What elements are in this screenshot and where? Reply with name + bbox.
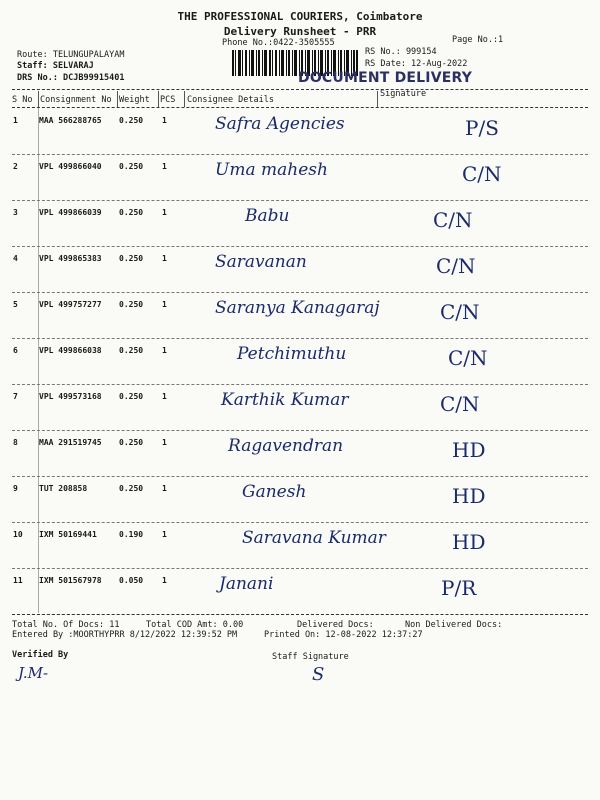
col-divider [184,91,185,107]
staff-signature-label: Staff Signature [272,652,349,662]
col-divider [158,91,159,107]
row-consignment-no: VPL 499866038 [39,346,102,355]
row-weight: 0.250 [119,254,144,263]
col-divider [377,91,378,107]
row-weight: 0.190 [119,530,144,539]
row-weight: 0.250 [119,300,144,309]
non-delivered-docs: Non Delivered Docs: [405,620,503,630]
row-signature: C/N [440,392,480,416]
row-signature: HD [452,530,486,554]
col-signature-header: Signature [380,89,427,99]
row-pcs: 1 [162,254,167,263]
row-pcs: 1 [162,162,167,171]
col-consignee-header: Consignee Details [187,95,274,105]
delivered-docs: Delivered Docs: [297,620,374,630]
printed-on: Printed On: 12-08-2022 12:37:27 [264,630,423,640]
total-docs: Total No. Of Docs: 11 [12,620,120,630]
col-consignment-header: Consignment No [40,95,112,105]
row-consignment-no: VPL 499573168 [39,392,102,401]
row-weight: 0.050 [119,576,144,585]
row-consignment-no: VPL 499866040 [39,162,102,171]
row-pcs: 1 [162,576,167,585]
row-divider [12,200,588,201]
col-pcs-header: PCS [160,95,176,105]
row-weight: 0.250 [119,346,144,355]
total-cod: Total COD Amt: 0.00 [146,620,244,630]
header-top-rule [12,89,588,90]
row-divider [12,522,588,523]
row-signature: HD [452,438,486,462]
row-consignee-name: Janani [219,574,274,594]
row-consignee-name: Karthik Kumar [221,390,349,410]
runsheet-subtitle: Delivery Runsheet - PRR [223,25,377,38]
row-consignment-no: VPL 499866039 [39,208,102,217]
row-consignment-no: TUT 208858 [39,484,88,493]
row-pcs: 1 [162,484,167,493]
footer-top-rule [12,614,588,615]
row-weight: 0.250 [119,438,144,447]
row-pcs: 1 [162,346,167,355]
row-consignee-name: Ragavendran [228,436,344,456]
row-divider [12,292,588,293]
rs-date: RS Date: 12-Aug-2022 [365,59,468,69]
row-consignment-no: VPL 499757277 [39,300,102,309]
row-signature: P/S [465,116,499,140]
row-divider [12,476,588,477]
row-sno: 8 [13,438,18,447]
col-divider [38,91,39,107]
row-sno: 6 [13,346,18,355]
row-consignment-no: MAA 291519745 [39,438,102,447]
row-sno: 10 [13,530,23,539]
row-signature: C/N [436,254,476,278]
row-divider [12,246,588,247]
drs-number: DRS No.: DCJB99915401 [17,73,125,83]
row-consignee-name: Babu [245,206,290,226]
row-divider [12,154,588,155]
phone-number: Phone No.:0422-3505555 [222,38,335,48]
row-weight: 0.250 [119,162,144,171]
entered-by: Entered By :MOORTHYPRR 8/12/2022 12:39:52 PM [12,630,238,640]
row-weight: 0.250 [119,116,144,125]
row-pcs: 1 [162,392,167,401]
row-sno: 4 [13,254,18,263]
row-consignment-no: VPL 499865383 [39,254,102,263]
row-sno: 1 [13,116,18,125]
row-consignee-name: Ganesh [242,482,307,502]
row-consignee-name: Uma mahesh [215,160,328,180]
row-pcs: 1 [162,300,167,309]
company-title: THE PROFESSIONAL COURIERS, Coimbatore [177,10,423,23]
row-signature: HD [452,484,486,508]
row-divider [12,430,588,431]
row-pcs: 1 [162,438,167,447]
row-consignee-name: Saranya Kanagaraj [215,298,380,318]
row-consignee-name: Saravanan [215,252,307,272]
row-consignment-no: MAA 566288765 [39,116,102,125]
row-sno: 9 [13,484,18,493]
row-sno: 7 [13,392,18,401]
verified-signature: J.M- [18,664,49,682]
row-sno: 3 [13,208,18,217]
row-consignment-no: IXM 501567978 [39,576,102,585]
verified-by-label: Verified By [12,650,69,660]
staff-signature: S [312,664,325,685]
row-sno: 5 [13,300,18,309]
row-signature: P/R [441,576,477,600]
row-consignee-name: Saravana Kumar [242,528,386,548]
row-signature: C/N [440,300,480,324]
row-sno: 2 [13,162,18,171]
col-weight-header: Weight [119,95,150,105]
row-weight: 0.250 [119,484,144,493]
row-divider [12,384,588,385]
rs-number: RS No.: 999154 [365,47,437,57]
row-signature: C/N [433,208,473,232]
page-number: Page No.:1 [452,35,504,45]
row-consignee-name: Safra Agencies [215,114,345,134]
row-divider [12,568,588,569]
row-pcs: 1 [162,208,167,217]
row-signature: C/N [448,346,488,370]
row-pcs: 1 [162,116,167,125]
row-sno: 11 [13,576,23,585]
row-weight: 0.250 [119,392,144,401]
row-divider [12,338,588,339]
col-sno-header: S No [12,95,33,105]
row-consignment-no: IXM 50169441 [39,530,97,539]
row-consignee-name: Petchimuthu [237,344,347,364]
header-bottom-rule [12,107,588,108]
row-signature: C/N [462,162,502,186]
row-pcs: 1 [162,530,167,539]
route: Route: TELUNGUPALAYAM [17,50,125,60]
row-weight: 0.250 [119,208,144,217]
staff: Staff: SELVARAJ [17,61,94,71]
col-divider [117,91,118,107]
document-delivery-stamp: DOCUMENT DELIVERY [298,70,473,86]
